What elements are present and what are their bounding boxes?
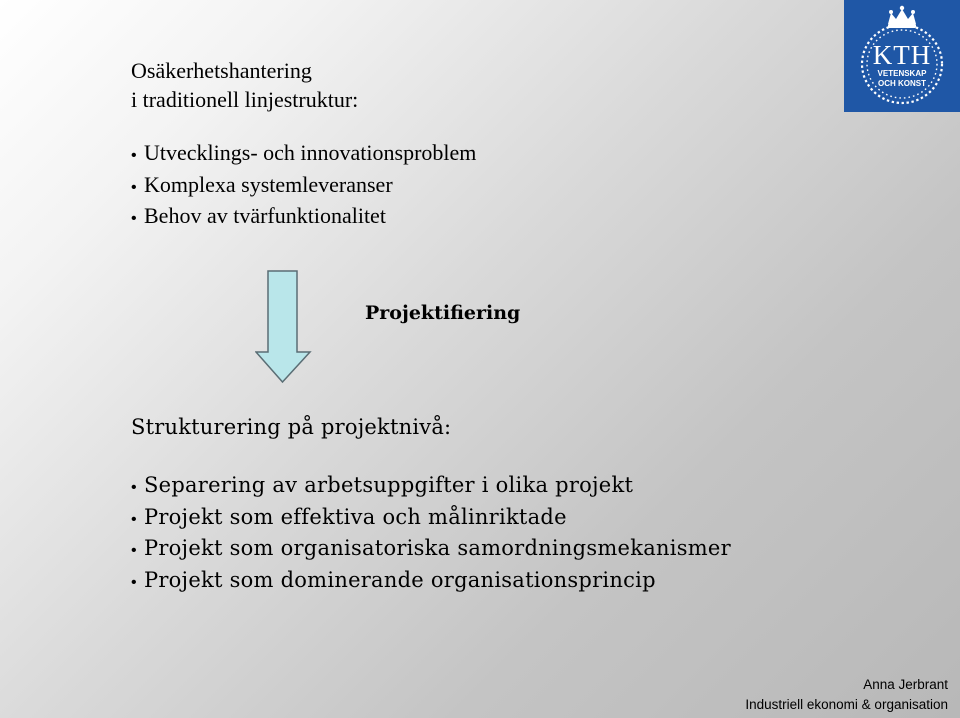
kth-logo <box>844 0 960 112</box>
list-item: • Komplexa systemleveranser <box>131 171 476 203</box>
logo-kth-text: KTH <box>872 40 932 70</box>
list-item: • Projekt som organisatoriska samordningsmekanismer <box>131 534 731 566</box>
bullet-icon: • <box>131 542 137 559</box>
footer-author: Anna Jerbrant <box>863 677 948 692</box>
list-item: • Projekt som effektiva och målinriktade <box>131 503 731 535</box>
heading-line-2: i traditionell linjestruktur: <box>131 87 359 112</box>
logo-line-1: VETENSKAP <box>877 69 927 78</box>
outcome-list <box>131 471 731 597</box>
bullet-icon: • <box>131 479 137 496</box>
list-item: • Behov av tvärfunktionalitet <box>131 202 476 234</box>
down-arrow-icon <box>255 270 315 386</box>
problem-list <box>131 139 476 234</box>
heading-line-1: Osäkerhetshantering <box>131 58 312 83</box>
list-item: • Projekt som dominerande organisationsprincip <box>131 566 731 598</box>
kth-crest-icon <box>844 0 960 112</box>
bullet-icon: • <box>131 210 137 227</box>
logo-line-2: OCH KONST <box>878 79 926 88</box>
subheading: Strukturering på projektnivå: <box>131 415 452 439</box>
footer-department: Industriell ekonomi & organisation <box>745 697 948 712</box>
list-item: • Utvecklings- och innovationsproblem <box>131 139 476 171</box>
footer <box>745 675 948 715</box>
projektifiering-label: Projektifiering <box>365 302 521 324</box>
slide-heading <box>131 56 358 114</box>
bullet-icon: • <box>131 178 137 196</box>
bullet-icon: • <box>131 510 137 528</box>
bullet-icon: • <box>131 147 137 164</box>
list-item: • Separering av arbetsuppgifter i olika projekt <box>131 471 731 503</box>
bullet-icon: • <box>131 573 137 591</box>
